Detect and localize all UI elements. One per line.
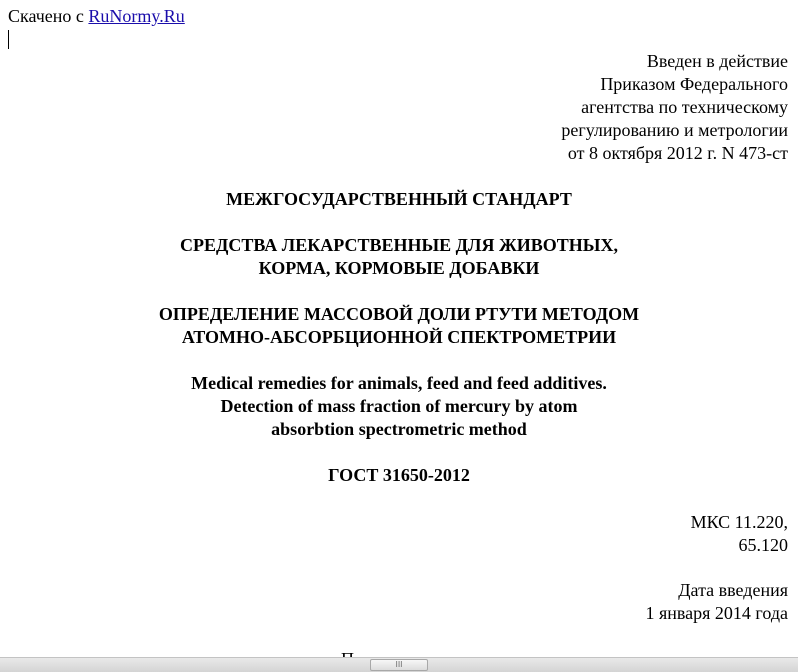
heading-line: АТОМНО-АБСОРБЦИОННОЙ СПЕКТРОМЕТРИИ xyxy=(181,327,617,347)
heading-line: КОРМА, КОРМОВЫЕ ДОБАВКИ xyxy=(258,258,540,278)
english-title xyxy=(0,372,798,441)
heading-line: ГОСТ 31650-2012 xyxy=(328,465,470,485)
heading-line: Detection of mass fraction of mercury by atom xyxy=(220,396,578,416)
gost-number xyxy=(0,464,798,487)
approval-line: от 8 октября 2012 г. N 473-ст xyxy=(567,143,788,163)
heading-line: ОПРЕДЕЛЕНИЕ МАССОВОЙ ДОЛИ РТУТИ МЕТОДОМ xyxy=(158,304,640,324)
method-title xyxy=(0,303,798,349)
interstate-standard-heading xyxy=(0,188,798,211)
heading-line: Medical remedies for animals, feed and feed additives. xyxy=(191,373,607,393)
approval-line: Введен в действие xyxy=(646,51,788,71)
horizontal-scrollbar[interactable] xyxy=(0,657,798,672)
classification-line: МКС 11.220, xyxy=(690,512,788,532)
source-prefix: Скачено с xyxy=(8,6,89,26)
intro-date-line: Дата введения xyxy=(678,580,788,600)
heading-line: МЕЖГОСУДАРСТВЕННЫЙ СТАНДАРТ xyxy=(226,189,572,209)
classification-line: 65.120 xyxy=(738,535,788,555)
approval-block xyxy=(561,50,788,165)
approval-line: регулированию и метрологии xyxy=(561,120,788,140)
products-title xyxy=(0,234,798,280)
heading-line: СРЕДСТВА ЛЕКАРСТВЕННЫЕ ДЛЯ ЖИВОТНЫХ, xyxy=(180,235,618,255)
approval-line: агентства по техническому xyxy=(581,97,788,117)
intro-date-line: 1 января 2014 года xyxy=(645,603,788,623)
text-cursor xyxy=(8,30,9,49)
approval-line: Приказом Федерального xyxy=(600,74,788,94)
heading-line: absorbtion spectrometric method xyxy=(271,419,527,439)
intro-date-block xyxy=(645,579,788,625)
runormy-link[interactable]: RuNormy.Ru xyxy=(88,6,185,26)
classification-block xyxy=(691,511,788,557)
source-line xyxy=(8,5,185,27)
scrollbar-thumb[interactable]: III xyxy=(370,659,428,671)
